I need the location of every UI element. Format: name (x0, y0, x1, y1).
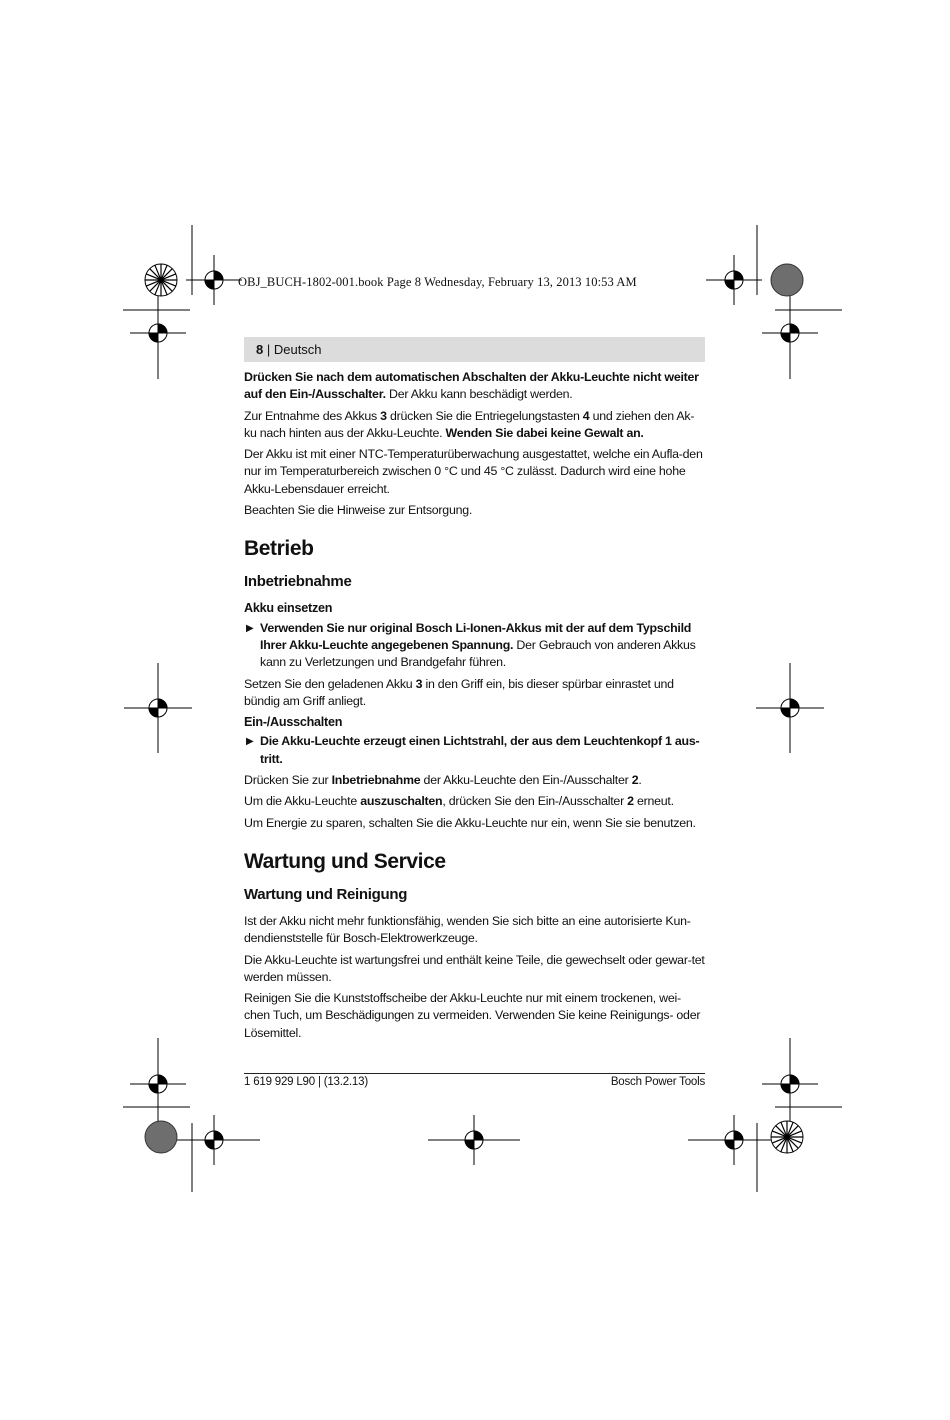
paragraph: Ist der Akku nicht mehr funktionsfähig, wenden Sie sich bitte an eine autorisierte Kun-dendienststelle für Bosch-Elektrowerkzeuge. (244, 913, 691, 946)
bullet-arrow-icon: ▶ (246, 622, 254, 634)
header-separator: | (263, 342, 274, 357)
subheading-akku-einsetzen: Akku einsetzen (244, 601, 333, 616)
header-language: Deutsch (273, 342, 322, 357)
footer-brand: Bosch Power Tools (610, 1076, 705, 1088)
paragraph: Zur Entnahme des Akkus 3 drücken Sie die Entriegelungstasten 4 und ziehen den Ak-ku nach hinten aus der Akku-Leuchte. Wenden Sie dabei keine Gewalt an. (244, 408, 695, 440)
section-heading-betrieb: Betrieb (244, 537, 314, 561)
subheading-ein-ausschalten: Ein-/Ausschalten (244, 715, 343, 730)
paragraph: Die Akku-Leuchte ist wartungsfrei und enthält keine Teile, die gewechselt oder gewar-tet werden müssen. (244, 952, 705, 984)
paragraph: Drücken Sie nach dem automatischen Abschalten der Akku-Leuchte nicht weiter auf den Ein-/Ausschalter. Der Akku kann beschädigt werden. (244, 370, 699, 402)
bullet-arrow-icon: ▶ (246, 736, 254, 748)
paragraph: Reinigen Sie die Kunststoffscheibe der Akku-Leuchte nur mit einem trockenen, wei-chen Tuch, um Beschädigungen zu vermeiden. Verwenden Sie keine Reinigungs- oder Lösemittel. (244, 991, 701, 1040)
paragraph: Setzen Sie den geladenen Akku 3 in den Griff ein, bis dieser spürbar einrastet und bündig am Griff anliegt. (244, 676, 674, 708)
page-body (244, 369, 706, 1046)
page-number: 8 (256, 342, 264, 357)
paragraph: Drücken Sie zur Inbetriebnahme der Akku-Leuchte den Ein-/Ausschalter 2. (244, 773, 642, 788)
section-heading-wartung-und-service: Wartung und Service (244, 849, 446, 873)
paragraph: Beachten Sie die Hinweise zur Entsorgung. (244, 503, 473, 518)
paragraph: Der Akku ist mit einer NTC-Temperaturüberwachung ausgestattet, welche ein Aufla-den nur im Temperaturbereich zwischen 0 °C und 45 °C zulässt. Dadurch wird eine hohe Akku-Lebensdauer erreicht. (244, 447, 703, 496)
footer-doc-number: 1 619 929 L90 | (13.2.13) (244, 1076, 368, 1088)
bullet-item: ▶ Die Akku-Leuchte erzeugt einen Lichtstrahl, der aus dem Leuchtenkopf 1 aus-tritt. (246, 734, 700, 766)
subheading-wartung-und-reinigung: Wartung und Reinigung (244, 885, 408, 903)
subheading-inbetriebnahme: Inbetriebnahme (244, 573, 352, 591)
paragraph: Um Energie zu sparen, schalten Sie die Akku-Leuchte nur ein, wenn Sie sie benutzen. (244, 815, 696, 830)
print-slug-line: OBJ_BUCH-1802-001.book Page 8 Wednesday, February 13, 2013 10:53 AM (238, 275, 637, 289)
running-header (244, 337, 705, 362)
paragraph: Um die Akku-Leuchte auszuschalten, drücken Sie den Ein-/Ausschalter 2 erneut. (244, 794, 674, 809)
footer-rule (244, 1073, 705, 1074)
bullet-item: ▶ Verwenden Sie nur original Bosch Li-Ionen-Akkus mit der auf dem Typschild Ihrer Akku-Leuchte angegebenen Spannung. Der Gebrauch von anderen Akkus kann zu Verletzungen und Brandgefahr führen. (246, 620, 696, 670)
